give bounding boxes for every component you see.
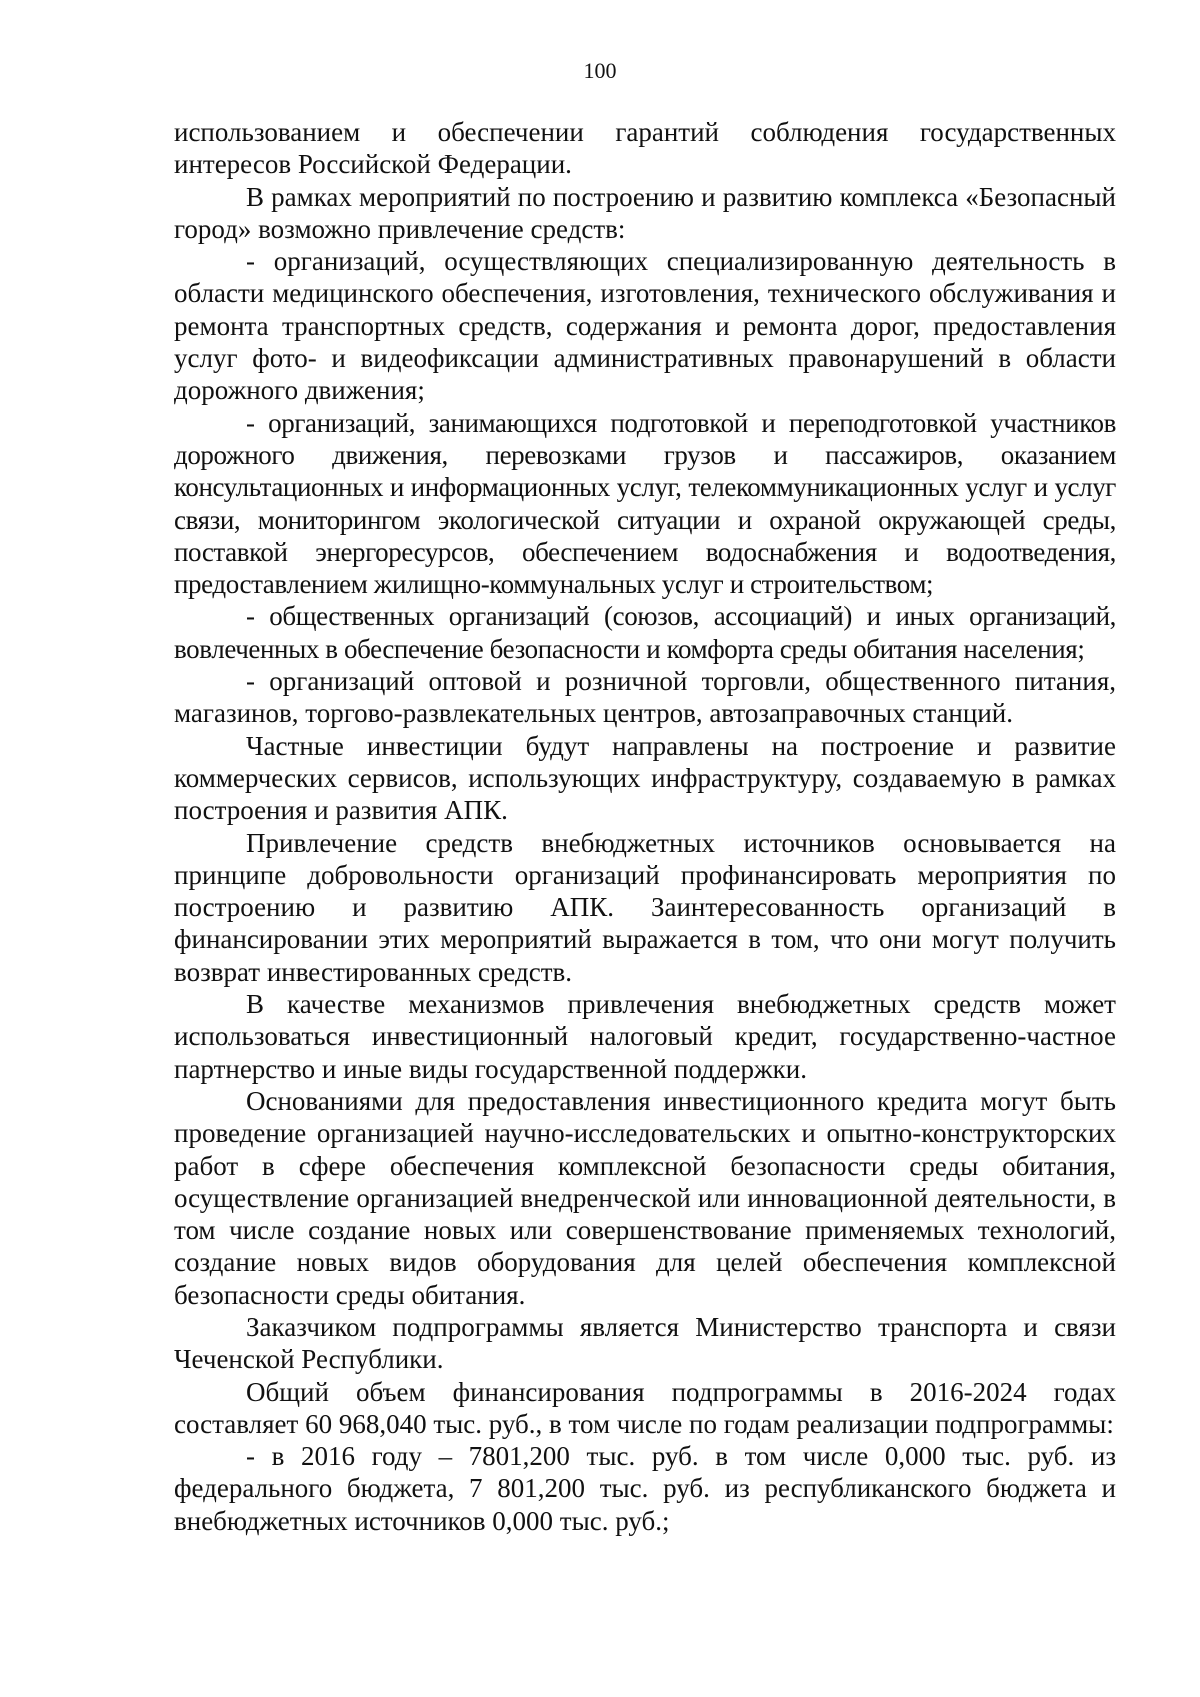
list-item-trade-orgs: - организаций оптовой и розничной торговли, общественного питания, магазинов, торгово-развлекательных центров, автозаправочных станций. xyxy=(174,666,1116,729)
paragraph-investment-credit-grounds: Основаниями для предоставления инвестиционного кредита могут быть проведение организацией научно-исследовательских и опытно-конструкторских работ в сфере обеспечения комплексной безопасности среды обитания, осуществление организацией внедренческой или инновационной деятельности, в том числе создание новых или совершенствование применяемых технологий, создание новых видов оборудования для целей обеспечения комплексной безопасности среды обитания. xyxy=(174,1085,1116,1310)
paragraph-customer: Заказчиком подпрограммы является Министерство транспорта и связи Чеченской Республики. xyxy=(174,1311,1116,1375)
page-number: 100 xyxy=(583,58,617,83)
paragraph-private-investment: Частные инвестиции будут направлены на построение и развитие коммерческих сервисов, использующих инфраструктуру, создаваемую в рамках построения и развития АПК. xyxy=(174,730,1116,826)
list-item-training-transport-orgs: - организаций, занимающихся подготовкой и переподготовкой участников дорожного движения, перевозками грузов и пассажиров, оказанием консультационных и информационных услуг, телекоммуникационных услуг и услуг связи, мониторингом экологической ситуации и охраной окружающей среды, поставкой энергоресурсов, обеспечением водоснабжения и водоотведения, предоставлением жилищно-коммунальных услуг и строительством; xyxy=(174,407,1116,600)
paragraph-extrabudgetary-principle: Привлечение средств внебюджетных источников основывается на принципе добровольности организаций профинансировать мероприятия по построению и развитию АПК. Заинтересованность организаций в финансировании этих мероприятий выражается в том, что они могут получить возврат инвестированных средств. xyxy=(174,827,1116,987)
list-item-public-orgs: - общественных организаций (союзов, ассоциаций) и иных организаций, вовлеченных в обеспечение безопасности и комфорта среды обитания населения; xyxy=(174,601,1116,664)
paragraph-mechanisms: В качестве механизмов привлечения внебюджетных средств может использоваться инвестиционный налоговый кредит, государственно-частное партнерство и иные виды государственной поддержки. xyxy=(174,989,1116,1084)
list-item-medical-transport-orgs: - организаций, осуществляющих специализированную деятельность в области медицинского обеспечения, изготовления, технического обслуживания и ремонта транспортных средств, содержания и ремонта дорог, предоставления услуг фото- и видеофиксации административных правонарушений в области дорожного движения; xyxy=(174,246,1116,406)
paragraph-continuation: использованием и обеспечении гарантий соблюдения государственных интересов Российской Федерации. xyxy=(174,117,1116,180)
paragraph-safe-city-intro: В рамках мероприятий по построению и развитию комплекса «Безопасный город» возможно привлечение средств: xyxy=(174,181,1116,244)
paragraph-total-funding: Общий объем финансирования подпрограммы в 2016-2024 годах составляет 60 968,040 тыс. руб., в том числе по годам реализации подпрограммы: xyxy=(174,1376,1116,1439)
document-body xyxy=(174,116,1116,1537)
list-item-funding-2016: - в 2016 году – 7801,200 тыс. руб. в том числе 0,000 тыс. руб. из федерального бюджета, 7 801,200 тыс. руб. из республиканского бюджета и внебюджетных источников 0,000 тыс. руб.; xyxy=(174,1441,1116,1536)
